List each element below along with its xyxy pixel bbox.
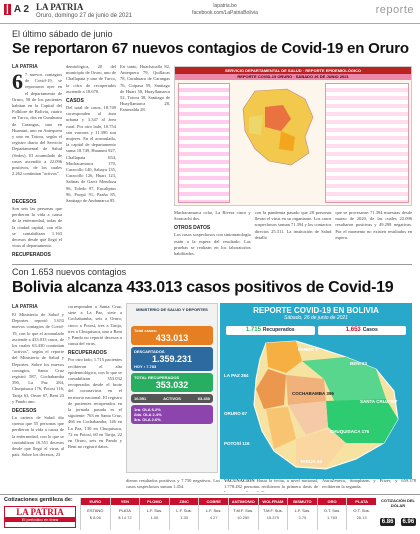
label-chuquisaca: CHUQUISACA 176 <box>330 429 370 434</box>
article2-kicker: Con 1.653 nuevos contagios <box>12 267 127 277</box>
deaths-active-box: 16.551 ACTIVOS 63.430 <box>131 394 213 403</box>
article2-bottom: dieron resultados positivos y 7.750 negativos. Los casos sospechosos suman 1.454. VACUNACIÓN Hasta la fecha, a nivel nacional, 1.778.282 personas recibieron la primera dosis de AstraZeneca, Sinopharm y Pfizer, y 659.378 recibieron la segunda. <box>126 478 416 490</box>
quotes-table <box>80 498 376 530</box>
la-patria-logo: LA PATRIA El periódico en línea <box>4 506 76 528</box>
oruro-map <box>235 87 321 167</box>
dollar-buy: 6.86 <box>381 519 394 525</box>
label-potosi: POTOSÍ 116 <box>224 441 250 446</box>
report-subtitle: REPORTE COVID-19 ORURO · SÁBADO 26 DE JUNIO 2021 <box>175 74 411 80</box>
recovered-box: TOTAL RECUPERADOS 353.032 <box>131 373 213 392</box>
sedes-report-image <box>174 66 412 206</box>
page-number: | A 2 <box>6 4 30 15</box>
ministry-stats-panel <box>126 303 218 473</box>
infographic-date: Sábado, 26 de junio de 2021 <box>284 315 348 321</box>
article1-col1b: DECESOS Son seis las personas que perdieron la vida a causa de la enfermedad, todas de la ciudad capital, con ello se contabilizan 1.163 decesos desde que llegó el virus al departamento. RECUPERADOS <box>12 199 62 259</box>
facebook-link[interactable]: facebook.com/LaPatriaBolivia <box>192 10 258 16</box>
cases-count: 1.653 Casos <box>318 326 407 335</box>
article2-col2: corresponden a Santa Cruz, siete a La Paz, siete a Cochabamba, seis a Oruro, cinco a Potosí, tres a Tarija, tres a Chuquisaca, uno a Beni y Pando no reportó decesos a causa del virus. RECUPERADOS Por otro lado, 1.715 pacientes recibieron el alta epidemiológica, con lo que se contabilizan 353.032 recuperados desde el brote del coronavirus en el territorio nacional. El registro de pacientes recuperados en la jornada pasada es el siguiente: 763 en Santa Cruz, 466 en Cochabamba, 146 en La Paz, 130 en Chuquisaca, 72 en Potosí, 60 en Tarija, 22 en Oruro, seis en Pando y Beni no registró datos. <box>68 304 122 450</box>
label-cochabamba: COCHABAMBA 396 <box>292 391 334 396</box>
quote-cell: BISMUTO L.F. Sus. 3.75 <box>287 498 317 530</box>
quote-cell: PLATA O.T. Sus. 26.13 <box>346 498 376 530</box>
issue-date: Oruro, domingo 27 de junio de 2021 <box>36 13 133 19</box>
article1-bottom: Machacamarca ocho, La Rivera cinco y Soracachi dos. OTROS DATOS Los casos sospechosos con sintomatología están a la espera del resultado. Las pruebas se realizan en los laboratorios habilitados. con la pandemia pasado que 28 personas llevan el virus en su organismo. Los casos sospechosos suman 71.394 y los contactos directos 25.311. La institución de Salud detalló que se procesaron 71.394 muestras desde marzo de 2020, de las cuales 22.096 resultaron positivas y 49.298 negativas. Por el momento no existen resultados en espera. <box>174 210 412 257</box>
label-beni: BENI 23 <box>350 361 368 366</box>
waves-box: 1ra. OLA 6.2% 2da. OLA 2.4% 3ra. OLA 2.6% <box>131 405 213 424</box>
discarded-box: DESCARTADOS 1.359.231 HOY • 7.783 <box>131 347 213 371</box>
page-header <box>0 0 420 24</box>
label-santa-cruz: SANTA CRUZ 587 <box>360 399 398 404</box>
quote-cell: ANTIMONIO T.M.F. Sus. 10.250 <box>228 498 258 530</box>
article1-kicker: El último sábado de junio <box>12 29 113 39</box>
brand-name: LA PATRIA <box>36 2 84 12</box>
section-label: reporte <box>375 4 414 16</box>
article1-title: Se reportaron 67 nuevos contagios de Covid-19 en Oruro <box>12 40 409 57</box>
article2-col1: LA PATRIA El Ministerio de Salud y Deportes reportó 1.653 nuevos contagios de Covid-19, con lo que el acumulado asciende a 433.013 casos, de los cuales 63.430 continúan "activos", según el reporte del Ministerio de Salud y Deportes. Sobre los nuevos contagios, Santa Cruz registró 587, Cochabamba 396, La Paz 284, Chuquisaca 176, Potosí 116, Tarija 63, Oruro 67, Beni 23 y Pando uno. DECESOS La cartera de Salud dio cuenta que 55 personas que perdieron la vida a causa de la enfermedad, con lo que se contabilizan 16.551 decesos desde que llegó el virus al país. Sobre los decesos, 23 <box>12 304 64 458</box>
dollar-rate: COTIZACIÓN DEL DÓLAR 6.86 6.96 <box>381 498 415 525</box>
report-right-table <box>325 83 409 203</box>
report-left-table <box>178 83 230 203</box>
ministry-name: MINISTERIO DE SALUD Y DEPORTES <box>136 307 208 312</box>
article1-col2: demiológica, 20 del municipio de Oruro, uno de Challapata y uno de Turco, la cifra de recuperados asciende a 18.670. CASOS Del total de casos, 18.749 corresponden al área urbana y 3.347 al área rural. Por otro lado, 10.754 son varones y 11.390 son mujeres. En el acumulado, la capital de departamento suma 18.749, Huanuni 927, Challapata 654, Machacamarca 170, Caracollo 140, Sabaya 135, Caracollo 126, Huari 123, Salinas de Garci Mendoza 96, Toledo 97, Eucaliptus 96, Poopó 91, Pazña 85, Santiago de Andamarca 85. <box>66 64 116 204</box>
article1-col1: LA PATRIA 6 7 nuevos contagios de Covid-19, se reportaron ayer en el departamento de Oruro, 58 de los pacientes habitan en la Capital del Folklore de Bolivia, cuatro en Turco, dos en Curahuara de Carangas, uno en Huanuni, uno en Antequera y uno en Totora, según el registro diario del Servicio Departamental de Salud (Sedes). El acumulado de casos ascendió a 22.096 positivos, de los cuales 2.262 continúan "activos". <box>12 64 62 177</box>
website-link[interactable]: lapatria.bo <box>213 3 237 9</box>
recovered-count: 1.715 Recuperados <box>226 326 315 335</box>
quote-cell: ZINC L.F. Sus. 1.30 <box>169 498 199 530</box>
article1-col3: En tanto, Huachacalla 82, Antequera 79, Quillacas 78, Curahuara de Carangas 76, Coipasa 59, Santiago de Huari 50, Huayllamarca 52, Totora 38, Santiago de Huayllamarca 28, Esmeralda 28. <box>120 64 170 113</box>
quote-cell: YEN PLATA $ 14.72 <box>110 498 140 530</box>
section-divider <box>12 264 412 265</box>
article2-title: Bolivia alcanza 433.013 casos positivos de Covid-19 <box>12 279 394 296</box>
web-links[interactable] <box>180 3 270 17</box>
label-tarija: TARIJA 63 <box>300 459 323 464</box>
quote-cell: COBRE L.F. Sus. 4.27 <box>198 498 228 530</box>
infographic-title: REPORTE COVID-19 EN BOLIVIA <box>253 306 379 315</box>
label-pando: PANDO 1 <box>298 347 318 352</box>
bolivia-covid-infographic <box>220 303 412 479</box>
report-title: SERVICIO DEPARTAMENTAL DE SALUD · REPORTE EPIDEMIOLÓGICO <box>175 67 411 74</box>
quotes-title: Cotizaciones gentileza de: <box>4 497 73 503</box>
drop-cap: 6 <box>12 69 23 94</box>
label-la-paz: LA PAZ 284 <box>224 373 249 378</box>
total-cases-value: 433.013 <box>155 333 189 343</box>
quotes-footer <box>0 494 420 534</box>
dollar-sell: 6.96 <box>402 519 415 525</box>
quote-cell: ORO O.T. Sus. 1.783 <box>317 498 347 530</box>
dept-labels <box>220 341 412 477</box>
quote-cell: EURO ESTANO $ 8.06 <box>80 498 110 530</box>
quote-cell: PLOMO L.F. Sus. 1.06 <box>139 498 169 530</box>
quote-cell: WOLFRAM T.M.F. Sus. 15.375 <box>258 498 288 530</box>
total-cases-box: Total casos: 433.013 <box>131 326 213 345</box>
label-oruro: ORURO 67 <box>224 411 248 416</box>
